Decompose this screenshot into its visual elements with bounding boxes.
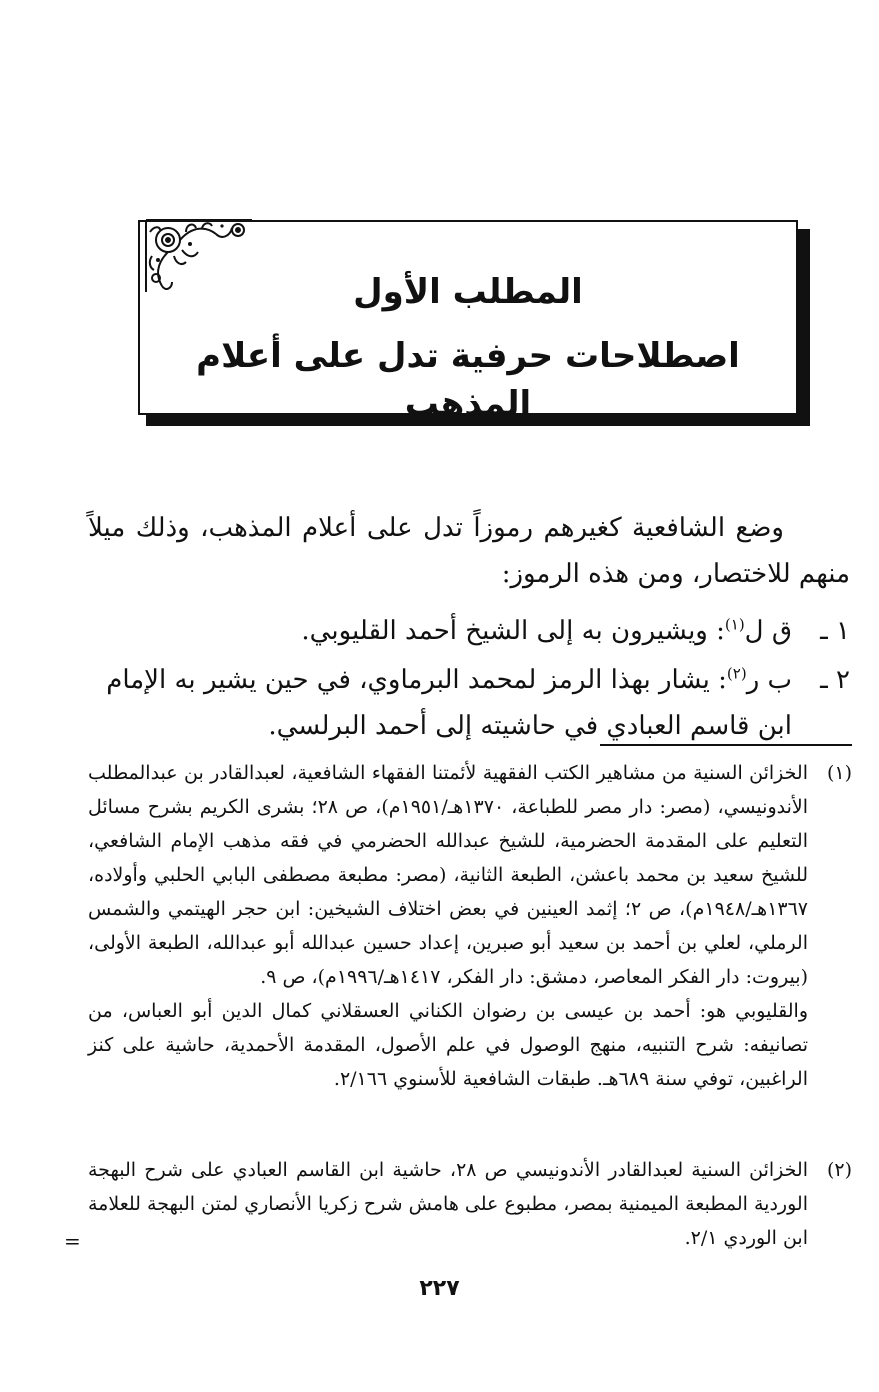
intro-paragraph: وضع الشافعية كغيرهم رموزاً تدل على أعلام المذهب، وذلك ميلاً منهم للاختصار، ومن هذه الرموز: xyxy=(88,513,850,589)
footnote-ref[interactable]: (٢) xyxy=(726,664,747,683)
section-title: المطلب الأول xyxy=(353,272,583,312)
footnote-number: (٢) xyxy=(826,1159,852,1181)
list-item-number: ١ ـ xyxy=(820,616,850,646)
footnote-ref[interactable]: (١) xyxy=(724,615,745,634)
list-item-text: : ويشيرون به إلى الشيخ أحمد القليوبي. xyxy=(301,616,725,646)
footnote-continuation-mark: = xyxy=(64,1229,81,1253)
footnote xyxy=(88,1153,852,1255)
list-item-continuation: ابن قاسم العبادي في حاشيته إلى أحمد البرلسي. xyxy=(268,711,792,741)
footnote-text: الخزائن السنية من مشاهير الكتب الفقهية لأئمتنا الفقهاء الشافعية، لعبدالقادر بن عبدالمطلب الأندونيسي، (مصر: دار مصر للطباعة، ١٣٧٠هـ/١٩٥١م)، ص ٢٨؛ بشرى الكريم بشرح مسائل التعليم على المقدمة الحضرمية، للشيخ عبدالله الحضرمي في فقه مذهب الإمام الشافعي، للشيخ سعيد بن محمد باعشن، الطبعة الثانية، (مصر: مطبعة مصطفى البابي الحلبي وأولاده، ١٣٦٧هـ/١٩٤٨م)، ص ٢؛ إثمد العينين في بعض اختلاف الشيخين: ابن حجر الهيتمي والشمس الرملي، لعلي بن أحمد بن سعيد أبو صبرين، إعداد حسين عبدالله أبو عبدالله، الطبعة الأولى، (بيروت: دار الفكر المعاصر، دمشق: دار الفكر، ١٤١٧هـ/١٩٩٦م)، ص ٩. xyxy=(88,762,809,988)
section-subtitle: اصطلاحات حرفية تدل على أعلام المذهب xyxy=(196,336,740,424)
list-item-text: : يشار بهذا الرمز لمحمد البرماوي، في حين يشير به الإمام xyxy=(106,665,727,695)
footnote-number: (١) xyxy=(826,762,852,784)
list-item xyxy=(88,608,850,654)
page-number: ٢٢٧ xyxy=(419,1276,460,1301)
footnote-separator xyxy=(600,744,852,746)
list-item-symbol: ق ل xyxy=(744,616,792,646)
list-item-number: ٢ ـ xyxy=(820,665,850,695)
footnote-text-second: والقليوبي هو: أحمد بن عيسى بن رضوان الكناني العسقلاني كمال الدين أبو العباس، من تصانيفه: شرح التنبيه، منهج الوصول في علم الأصول، المقدمة الأحمدية، حاشية على كنز الراغبين، توفي سنة ٦٨٩هـ. طبقات الشافعية للأسنوي ٢/١٦٦. xyxy=(88,1000,809,1090)
footnote xyxy=(88,756,852,1096)
list-item-symbol: ب ر xyxy=(746,665,792,695)
footnote-text: الخزائن السنية لعبدالقادر الأندونيسي ص ٢٨، حاشية ابن القاسم العبادي على شرح البهجة الوردية المطبعة الميمنية بمصر، مطبوع على هامش شرح زكريا الأنصاري لمتن البهجة للعلامة ابن الوردي ٢/١. xyxy=(88,1159,808,1249)
list-item xyxy=(88,657,850,749)
